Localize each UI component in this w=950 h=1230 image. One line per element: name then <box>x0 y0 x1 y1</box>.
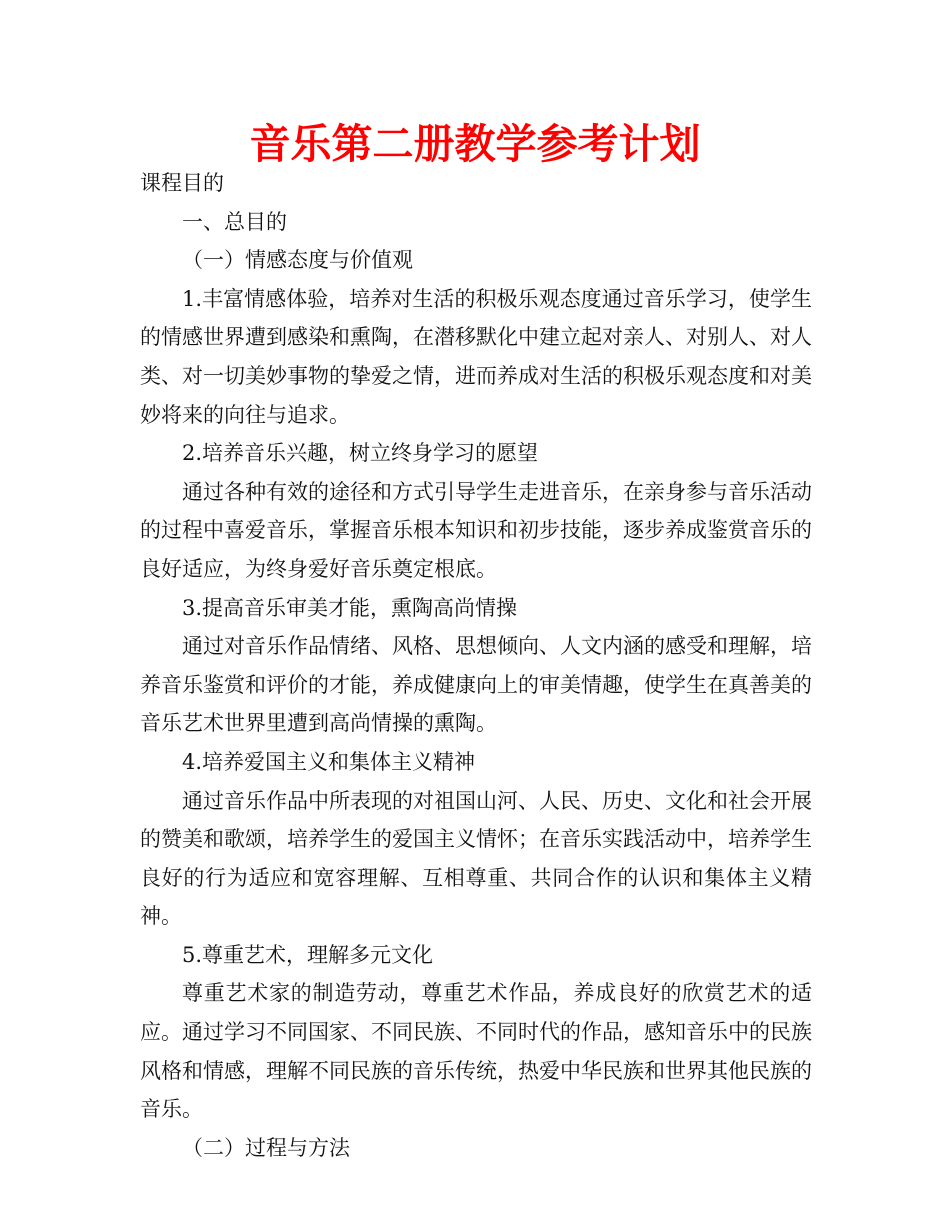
item3-heading: 3.提高音乐审美才能，熏陶高尚情操 <box>182 595 518 620</box>
item4-paragraph: 通过音乐作品中所表现的对祖国山河、人民、历史、文化和社会开展的赞美和歌颂，培养学生的爱国主义情怀；在音乐实践活动中，培养学生良好的行为适应和宽容理解、互相尊重、共同合作的认识和集体主义精神。 <box>140 788 812 929</box>
section-heading: 课程目的 <box>140 171 224 195</box>
item5-paragraph: 尊重艺术家的制造劳动，尊重艺术作品，养成良好的欣赏艺术的适应。通过学习不同国家、不同民族、不同时代的作品，感知音乐中的民族风格和情感，理解不同民族的音乐传统，热爱中华民族和世界其他民族的音乐。 <box>140 981 812 1122</box>
item2-heading: 2.培养音乐兴趣，树立终身学习的愿望 <box>182 441 539 466</box>
document-body <box>140 164 812 1167</box>
document-title: 音乐第二册教学参考计划 <box>249 120 701 168</box>
goal-heading: 一、总目的 <box>182 209 287 234</box>
part1-heading: （一）情感态度与价值观 <box>182 248 413 273</box>
item4-heading: 4.培养爱国主义和集体主义精神 <box>182 749 476 774</box>
item2-paragraph: 通过各种有效的途径和方式引导学生走进音乐，在亲身参与音乐活动的过程中喜爱音乐，掌握音乐根本知识和初步技能，逐步养成鉴赏音乐的良好适应，为终身爱好音乐奠定根底。 <box>140 479 812 581</box>
item1-paragraph: 1.丰富情感体验，培养对生活的积极乐观态度通过音乐学习，使学生的情感世界遭到感染和熏陶，在潜移默化中建立起对亲人、对别人、对人类、对一切美妙事物的挚爱之情，进而养成对生活的积极乐观态度和对美妙将来的向往与追求。 <box>140 286 812 427</box>
item5-heading: 5.尊重艺术，理解多元文化 <box>182 942 434 967</box>
part2-heading: （二）过程与方法 <box>182 1135 350 1160</box>
item3-paragraph: 通过对音乐作品情绪、风格、思想倾向、人文内涵的感受和理解，培养音乐鉴赏和评价的才能，养成健康向上的审美情趣，使学生在真善美的音乐艺术世界里遭到高尚情操的熏陶。 <box>140 634 812 736</box>
